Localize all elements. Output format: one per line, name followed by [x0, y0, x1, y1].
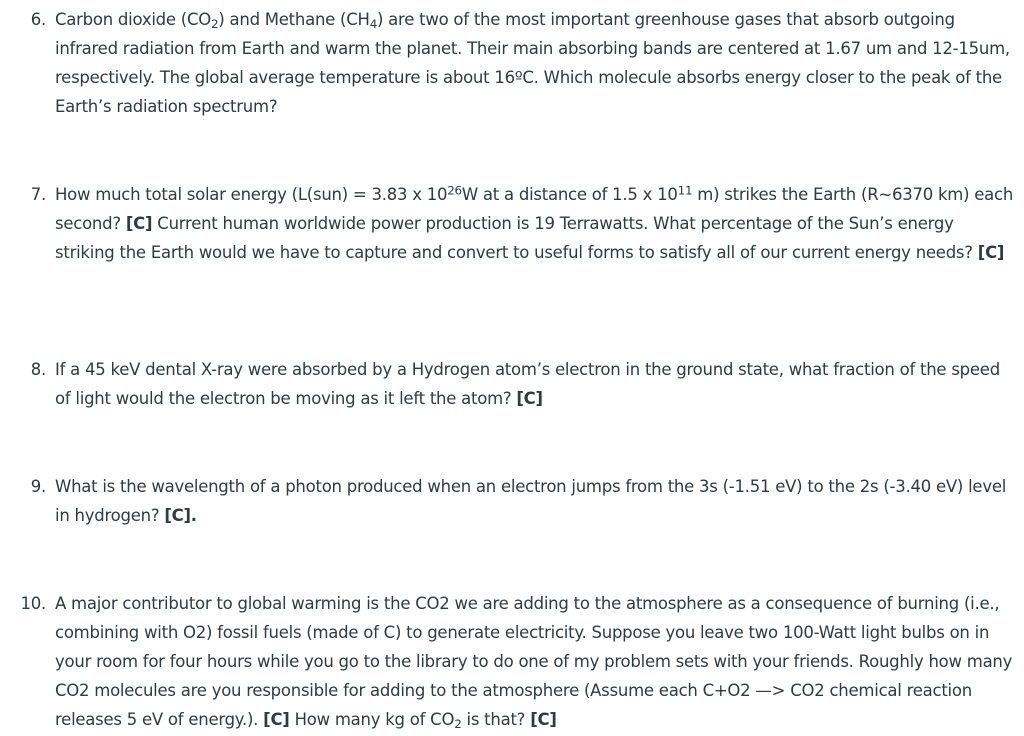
question-text [55, 5, 1016, 121]
calculation-tag: [C] [977, 243, 1005, 262]
question-number: 8. [30, 360, 46, 379]
text-segment: What is the wavelength of a photon produced when an electron jumps from the 3s (-1.51 eV) to the 2s (-3.40 eV) level in hydrogen? [55, 477, 1007, 525]
subscript: 2 [454, 716, 462, 731]
text-segment: m) strikes the Earth (R~6370 km) each second? [55, 185, 1014, 233]
calculation-tag: [C] [263, 710, 290, 729]
calculation-tag: [C] [516, 389, 543, 408]
text-segment: W at a distance of 1.5 x 10 [461, 185, 678, 204]
text-segment: How many kg of CO [289, 710, 455, 729]
question-text [55, 355, 1016, 413]
superscript: 11 [677, 183, 693, 198]
text-segment: Carbon dioxide (CO [55, 10, 211, 29]
calculation-tag: [C] [125, 214, 153, 233]
text-segment: ) and Methane (CH [218, 10, 370, 29]
text-segment: If a 45 keV dental X-ray were absorbed by a Hydrogen atom’s electron in the ground state, what fraction of the speed of light would the electron be moving as it left the atom? [55, 360, 1000, 408]
question-number: 6. [30, 10, 46, 29]
subscript: 2 [211, 16, 219, 31]
text-segment: is that? [461, 710, 531, 729]
question-number: 7. [30, 185, 46, 204]
question-number: 9. [30, 477, 46, 496]
calculation-tag: [C]. [164, 506, 197, 525]
text-segment: How much total solar energy (L(sun) = 3.83 x 10 [55, 185, 448, 204]
superscript: 26 [447, 183, 462, 198]
question-text [55, 180, 1016, 267]
question-text [55, 472, 1016, 530]
text-segment: ) are two of the most important greenhouse gases that absorb outgoing infrared radiation from Earth and warm the planet. Their main absorbing bands are centered at 1.67 um and 12-15um, respectively. The global average temperature is about 16ºC. Which molecule absorbs energy closer to the peak of the Earth’s radiation spectrum? [55, 10, 1010, 116]
question-number: 10. [20, 594, 46, 613]
subscript: 4 [369, 16, 377, 31]
text-segment: A major contributor to global warming is the CO2 we are adding to the atmosphere as a consequence of burning (i.e., combining with O2) fossil fuels (made of C) to generate electricity. Suppose you leave two 100-Watt light bulbs on in your room for four hours while you go to the library to do one of my problem sets with your friends. Roughly how many CO2 molecules are you responsible for adding to the atmosphere (Assume each C+O2 —> CO2 chemical reaction releases 5 eV of energy.). [55, 594, 1013, 729]
calculation-tag: [C] [530, 710, 557, 729]
question-text [55, 589, 1022, 734]
text-segment: Current human worldwide power production is 19 Terrawatts. What percentage of the Sun’s energy striking the Earth would we have to capture and convert to useful forms to satisfy all of our current energy needs? [55, 214, 978, 262]
